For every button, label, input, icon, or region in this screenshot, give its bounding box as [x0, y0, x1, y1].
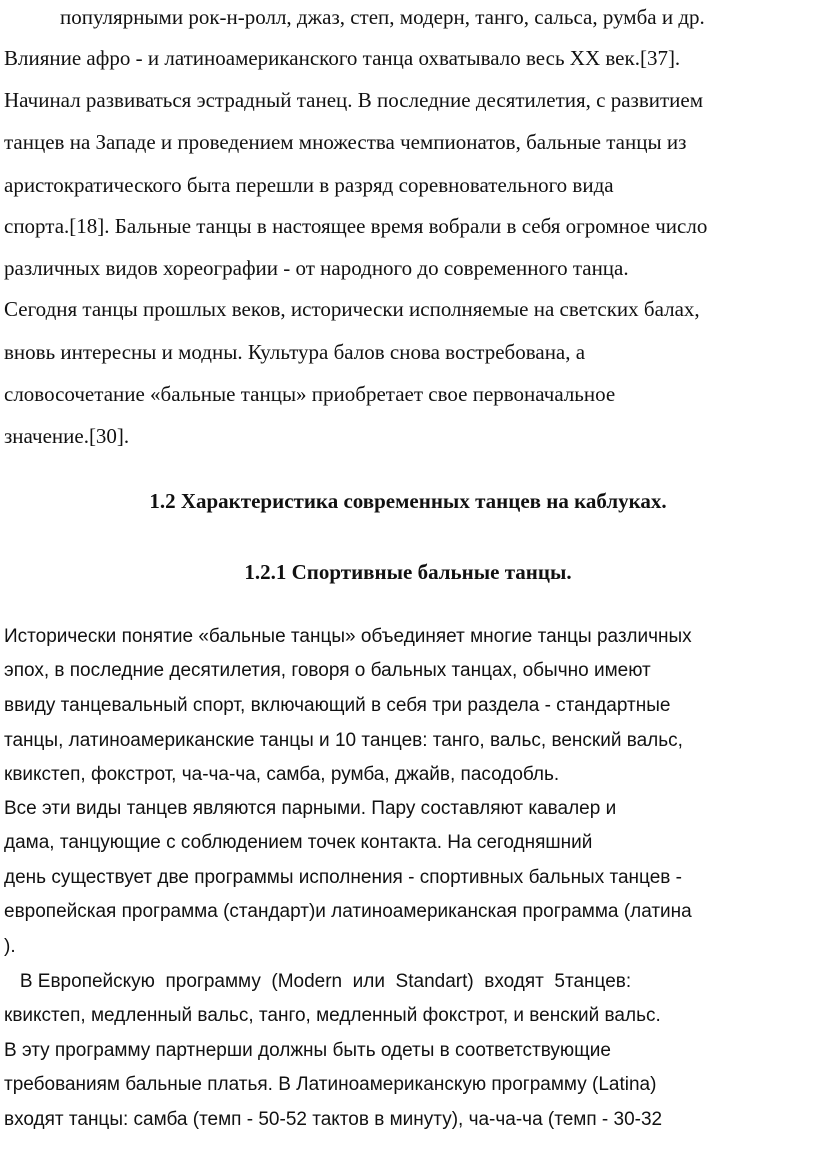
text-line: В Европейскую программу (Modern или Standart) входят 5танцев: [4, 971, 632, 992]
text-line: значение.[30]. [4, 424, 130, 448]
text-line: вновь интересны и модны. Культура балов снова востребована, а [4, 340, 586, 364]
text-line: популярными рок-н-ролл, джаз, степ, модерн, танго, сальса, румба и др. [60, 5, 705, 29]
text-line: Сегодня танцы прошлых веков, исторически исполняемые на светских балах, [4, 297, 700, 321]
text-line: танцев на Западе и проведением множества чемпионатов, бальные танцы из [4, 130, 687, 154]
text-line: дама, танцующие с соблюдением точек контакта. На сегодняшний [4, 832, 593, 853]
text-line: квикстеп, фокстрот, ча-ча-ча, самба, румба, джайв, пасодобль. [4, 764, 560, 785]
text-line: ). [4, 936, 16, 957]
text-line: европейская программа (стандарт)и латиноамериканская программа (латина [4, 901, 692, 922]
text-line: аристократического быта перешли в разряд соревновательного вида [4, 173, 614, 197]
subsection-heading: 1.2.1 Спортивные бальные танцы. [244, 560, 572, 584]
text-line: различных видов хореографии - от народного до современного танца. [4, 256, 629, 280]
text-line: спорта.[18]. Бальные танцы в настоящее время вобрали в себя огромное число [4, 214, 708, 238]
text-line: Исторически понятие «бальные танцы» объединяет многие танцы различных [4, 626, 692, 647]
text-line: Влияние афро - и латиноамериканского танца охватывало весь XX век.[37]. [4, 46, 681, 70]
text-line: день существует две программы исполнения - спортивных бальных танцев - [4, 867, 682, 888]
text-line: Все эти виды танцев являются парными. Пару составляют кавалер и [4, 798, 617, 819]
text-line: входят танцы: самба (темп - 50-52 тактов в минуту), ча-ча-ча (темп - 30-32 [4, 1109, 663, 1130]
text-line: требованиям бальные платья. В Латиноамериканскую программу (Latina) [4, 1074, 657, 1095]
section-heading: 1.2 Характеристика современных танцев на каблуках. [149, 489, 667, 513]
text-line: словосочетание «бальные танцы» приобретает свое первоначальное [4, 382, 616, 406]
text-line: ввиду танцевальный спорт, включающий в себя три раздела - стандартные [4, 695, 671, 716]
text-line: В эту программу партнерши должны быть одеты в соответствующие [4, 1040, 611, 1061]
text-line: квикстеп, медленный вальс, танго, медленный фокстрот, и венский вальс. [4, 1005, 661, 1026]
text-line: Начинал развиваться эстрадный танец. В последние десятилетия, с развитием [4, 88, 704, 112]
text-line: эпох, в последние десятилетия, говоря о бальных танцах, обычно имеют [4, 660, 651, 681]
text-line: танцы, латиноамериканские танцы и 10 танцев: танго, вальс, венский вальс, [4, 730, 683, 751]
